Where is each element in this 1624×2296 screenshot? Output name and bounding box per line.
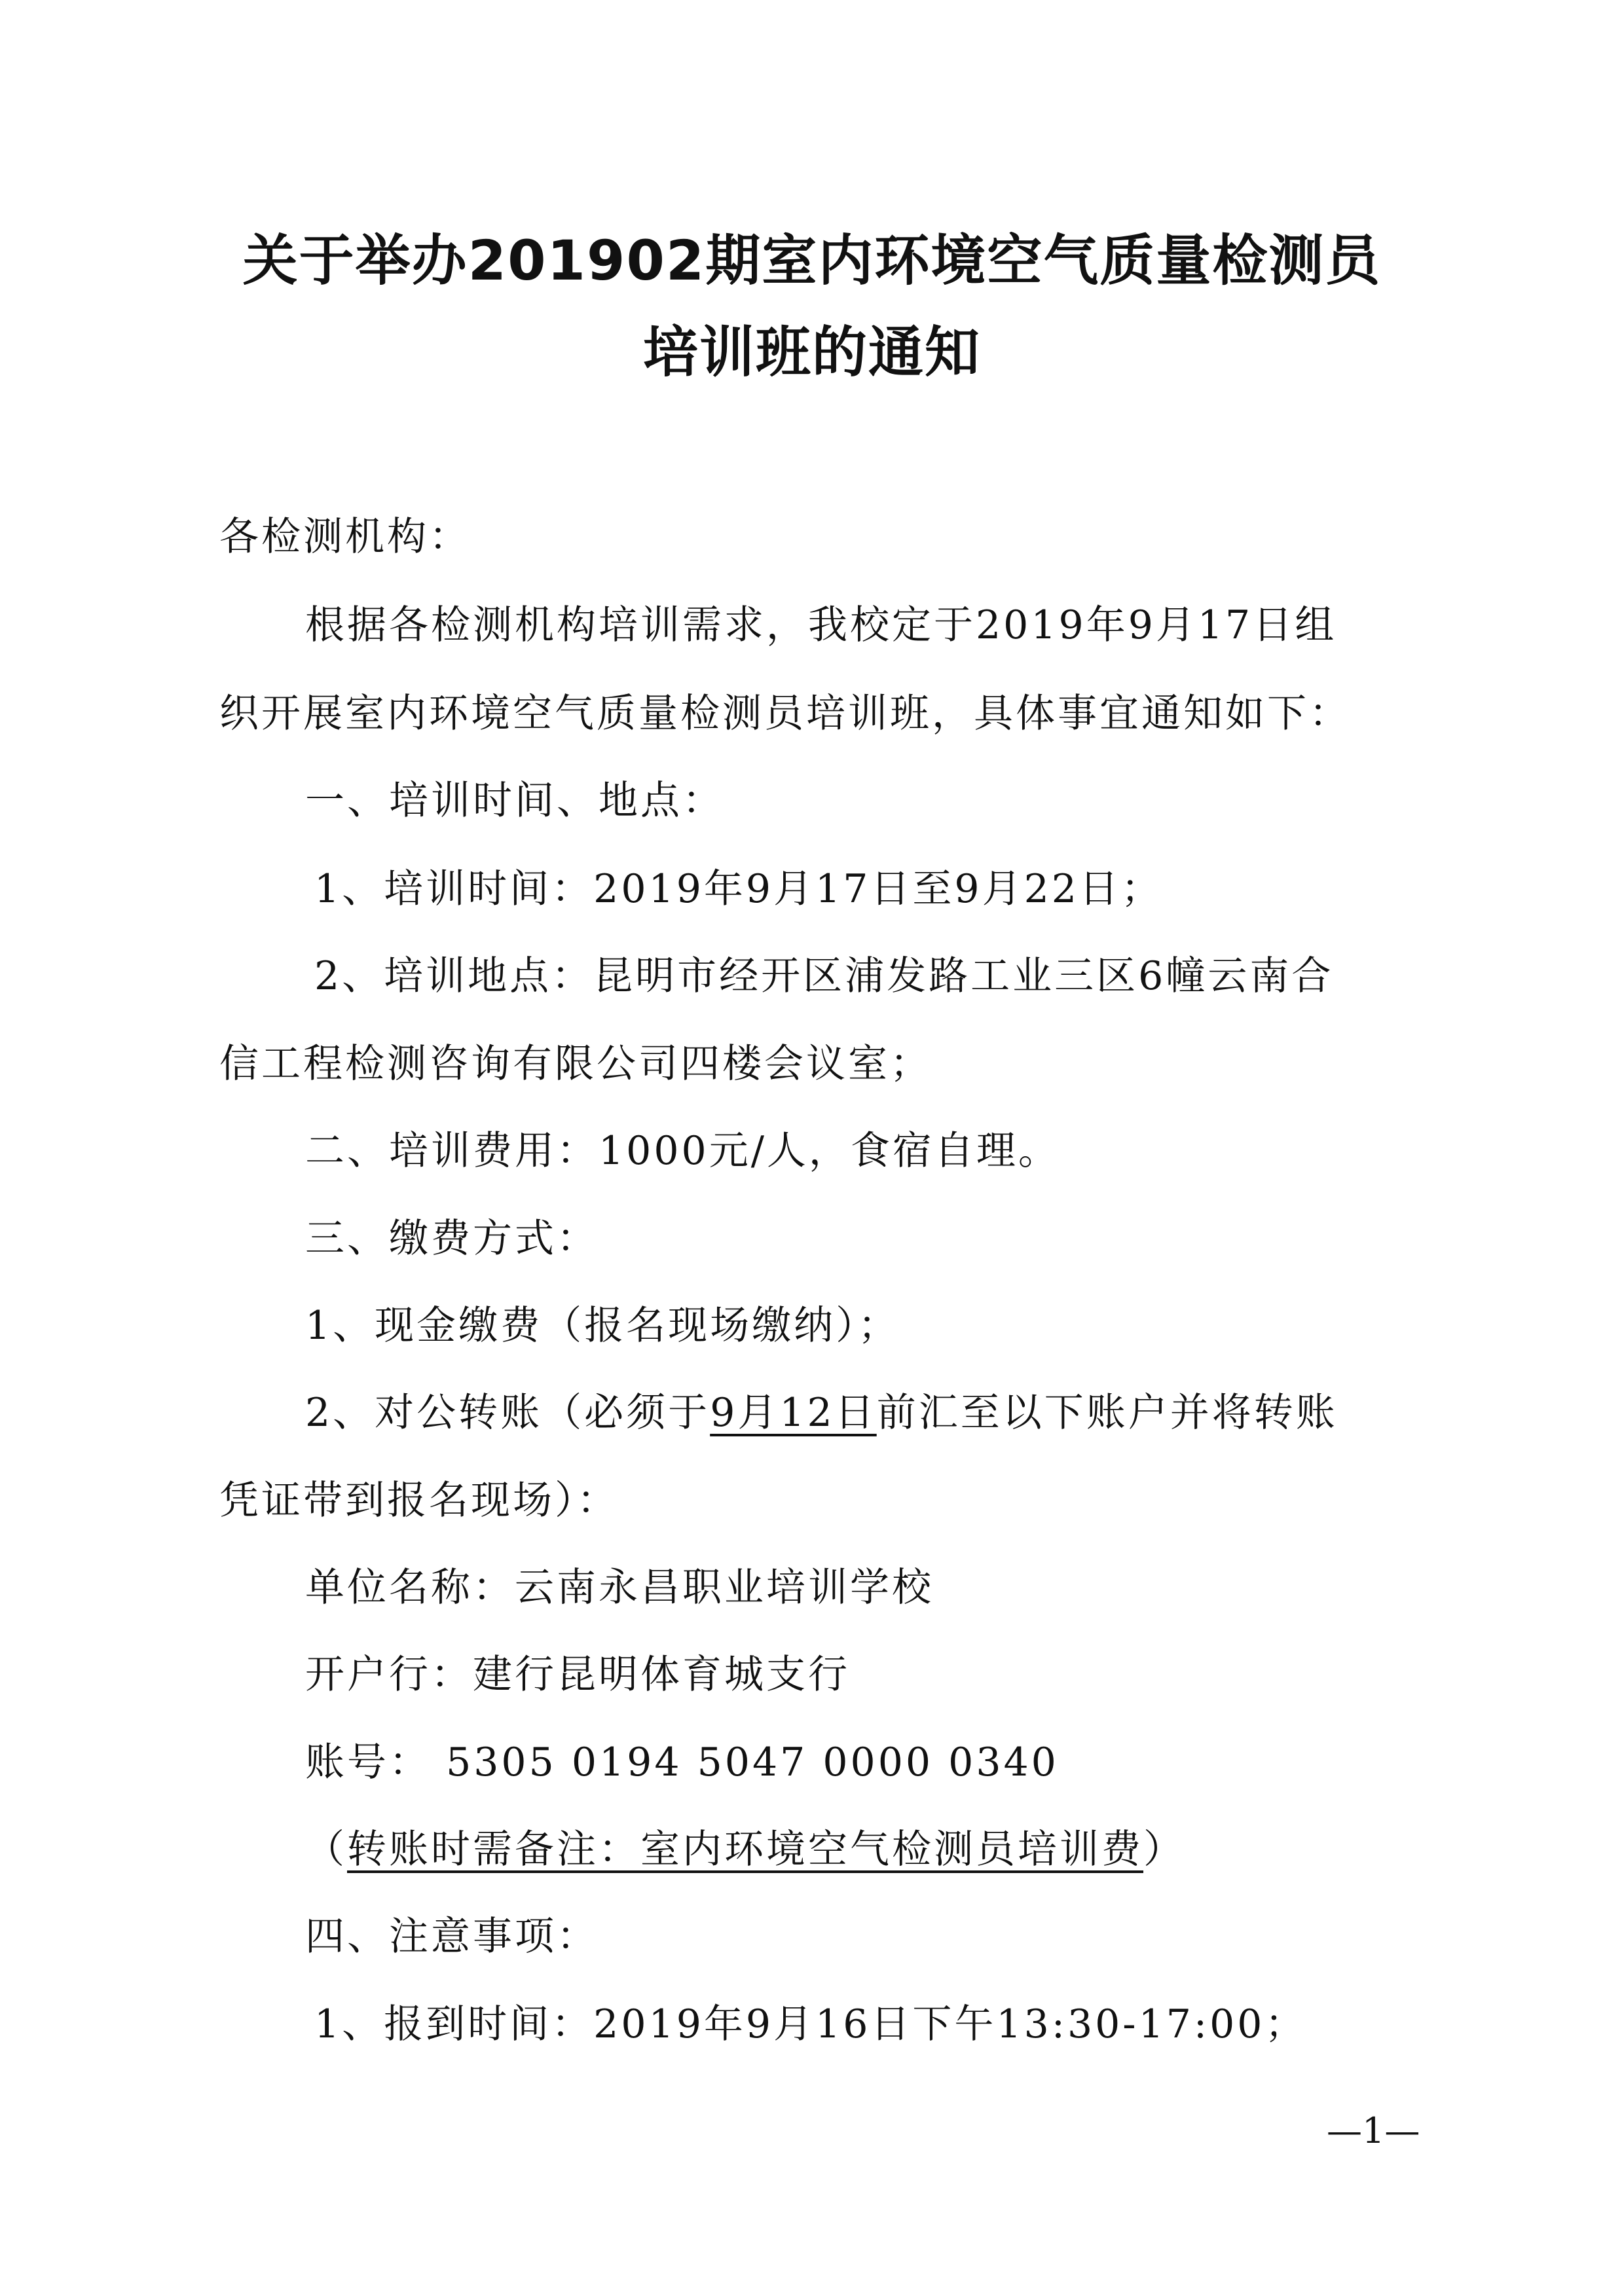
page-number: —1— <box>1327 2110 1420 2151</box>
section4-heading: 四、注意事项： <box>305 1914 599 1959</box>
transfer-note-close: ） <box>1143 1827 1185 1872</box>
salutation: 各检测机构： <box>219 514 471 560</box>
section4-item1: 1、报到时间：2019年9月16日下午13:30-17:00； <box>314 2001 1307 2047</box>
document-title-line1: 关于举办201902期室内环境空气质量检测员 <box>242 228 1382 293</box>
transfer-note-text: 转账时需备注：室内环境空气检测员培训费 <box>347 1827 1143 1872</box>
section3-item2-line2: 凭证带到报名现场）： <box>219 1478 619 1523</box>
section3-heading: 三、缴费方式： <box>305 1216 599 1262</box>
intro-line1: 根据各检测机构培训需求，我校定于2019年9月17日组 <box>305 602 1337 648</box>
document-title-line2: 培训班的通知 <box>642 320 981 384</box>
section1-item2-line2: 信工程检测咨询有限公司四楼会议室； <box>219 1041 932 1087</box>
section1-item1: 1、培训时间：2019年9月17日至9月22日； <box>314 866 1163 912</box>
section3-item2-prefix: 2、对公转账（必须于 <box>305 1390 710 1436</box>
section3-item2-suffix: 前汇至以下账户并将转账 <box>876 1390 1338 1436</box>
unit-name: 单位名称：云南永昌职业培训学校 <box>305 1565 934 1611</box>
payment-deadline: 9月12日 <box>710 1390 877 1436</box>
account-number: 账号： 5305 0194 5047 0000 0340 <box>305 1740 1059 1785</box>
transfer-note-open: （ <box>305 1827 347 1872</box>
section1-item2-line1: 2、培训地点：昆明市经开区浦发路工业三区6幢云南合 <box>314 953 1334 999</box>
transfer-note <box>305 1823 1185 1876</box>
bank-name: 开户行：建行昆明体育城支行 <box>305 1652 850 1698</box>
section2-heading: 二、培训费用：1000元/人，食宿自理。 <box>305 1128 1060 1174</box>
section3-item1: 1、现金缴费（报名现场缴纳）； <box>305 1303 900 1349</box>
intro-line2: 织开展室内环境空气质量检测员培训班，具体事宜通知如下： <box>219 691 1351 737</box>
section3-item2-line1 <box>305 1387 1338 1439</box>
section1-heading: 一、培训时间、地点： <box>305 778 724 824</box>
